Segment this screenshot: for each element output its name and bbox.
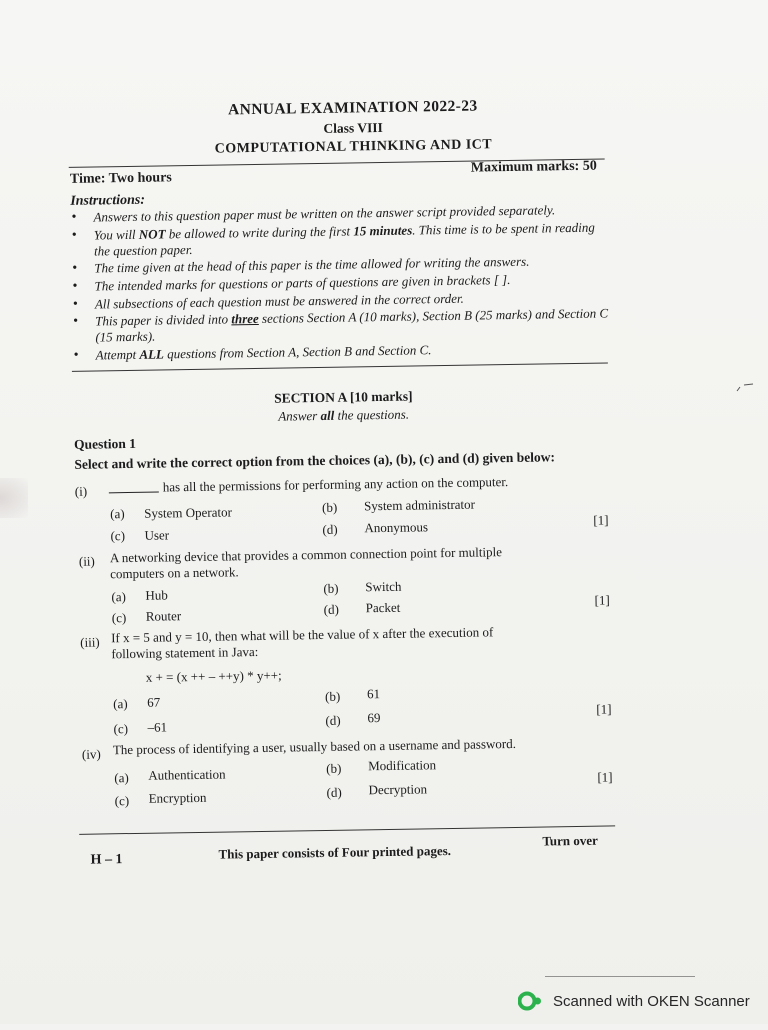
instruction-text: You will xyxy=(93,226,139,243)
part-iii-option-d: 69 xyxy=(367,710,381,726)
option-letter: (b) xyxy=(324,688,341,704)
part-iii-line-2: following statement in Java: xyxy=(111,643,259,662)
instruction-text: . This time is to be spent in reading the question paper. xyxy=(93,219,595,259)
java-statement: x + = (x ++ – ++y) * y++; xyxy=(145,667,282,685)
option-letter: (d) xyxy=(326,784,342,800)
subtitle-emphasis: all xyxy=(320,407,335,423)
emphasis-15-minutes: 15 minutes xyxy=(353,222,413,239)
option-letter: (c) xyxy=(111,610,127,626)
stray-pen-mark xyxy=(736,383,754,393)
page-count-note: This paper consists of Four printed pages. xyxy=(218,842,452,862)
part-i-option-c: User xyxy=(144,527,170,543)
subject-title: COMPUTATIONAL THINKING AND ICT xyxy=(214,137,493,157)
part-ii-line-1: A networking device that provides a common connection point for multiple xyxy=(109,544,503,566)
subtitle-text: the questions. xyxy=(334,406,410,423)
part-iv-option-b: Modification xyxy=(368,757,437,774)
emphasis-three: three xyxy=(231,311,259,327)
instructions-list xyxy=(71,201,613,365)
part-iii-marks: [1] xyxy=(596,701,612,717)
answer-blank xyxy=(109,492,159,494)
part-i-question xyxy=(109,474,509,496)
option-letter: (d) xyxy=(325,712,341,728)
instruction-text: This paper is divided into xyxy=(95,311,232,329)
option-letter: (c) xyxy=(110,528,126,544)
part-iii-number: (iii) xyxy=(80,634,100,650)
part-iv-option-c: Encryption xyxy=(148,789,207,806)
instruction-text: Attempt xyxy=(95,346,140,363)
option-letter: (d) xyxy=(322,521,338,537)
footer-divider xyxy=(79,825,615,834)
instruction-text: be allowed to write during the first xyxy=(165,223,354,241)
part-iv-option-d: Decryption xyxy=(368,781,428,798)
part-iv-option-a: Authentication xyxy=(148,766,226,783)
option-letter: (c) xyxy=(114,793,130,809)
option-letter: (a) xyxy=(110,506,125,522)
paper-code: H – 1 xyxy=(90,852,123,868)
part-ii-option-c: Router xyxy=(145,608,182,624)
part-ii-option-b: Switch xyxy=(365,578,402,595)
part-i-text: has all the permissions for performing any action on the computer. xyxy=(162,474,509,495)
instruction-item: • The time given at the head of this paper is the time allowed for writing the answers. xyxy=(72,253,612,278)
instruction-text: sections Section A (10 marks), Section B (25 marks) and Section C (15 marks). xyxy=(95,305,609,345)
part-ii-line-2: computers on a network. xyxy=(110,564,239,582)
part-iv-number: (iv) xyxy=(81,746,101,762)
turn-over-note: Turn over xyxy=(542,832,598,849)
instruction-item: • Answers to this question paper must be written on the answer script provided separately. xyxy=(71,201,611,226)
part-iii-option-b: 61 xyxy=(366,686,381,702)
option-letter: (c) xyxy=(113,721,129,737)
instruction-text: questions from Section A, Section B and Section C. xyxy=(163,342,432,362)
part-i-option-a: System Operator xyxy=(144,504,233,521)
subtitle-text: Answer xyxy=(278,407,321,424)
question-1-instruction: Select and write the correct option from the choices (a), (b), (c) and (d) given below: xyxy=(74,449,555,472)
part-ii-number: (ii) xyxy=(78,553,95,569)
logo-ring xyxy=(520,994,535,1009)
part-iii-option-a: 67 xyxy=(147,694,161,710)
logo-dot xyxy=(534,998,541,1005)
exam-title: ANNUAL EXAMINATION 2022-23 xyxy=(227,97,478,119)
option-letter: (b) xyxy=(321,499,338,515)
maximum-marks: Maximum marks: 50 xyxy=(470,158,597,176)
instruction-item: • All subsections of each question must be answered in the correct order. xyxy=(73,288,613,313)
oken-logo-icon xyxy=(518,990,544,1012)
part-iv-marks: [1] xyxy=(597,769,613,785)
part-iii-option-c: –61 xyxy=(147,719,168,735)
part-i-marks: [1] xyxy=(593,512,609,528)
option-letter: (a) xyxy=(111,589,127,605)
instruction-item: • The intended marks for questions or parts of questions are given in brackets [ ]. xyxy=(72,270,612,295)
section-a-title: SECTION A [10 marks] xyxy=(274,388,413,406)
scanner-label: Scanned with OKEN Scanner xyxy=(553,992,750,1010)
question-1-heading: Question 1 xyxy=(73,435,137,452)
page-edge-shadow xyxy=(545,976,695,977)
part-i-option-d: Anonymous xyxy=(364,519,429,536)
time-allowed: Time: Two hours xyxy=(69,170,172,187)
part-i-number: (i) xyxy=(74,483,88,499)
option-letter: (b) xyxy=(326,760,342,776)
instructions-heading: Instructions: xyxy=(70,192,146,209)
option-letter: (a) xyxy=(114,770,129,786)
option-letter: (a) xyxy=(113,696,128,712)
part-ii-marks: [1] xyxy=(594,592,610,608)
class-line: Class VIII xyxy=(323,119,383,136)
part-i-option-b: System administrator xyxy=(363,496,476,514)
emphasis-all: ALL xyxy=(139,346,165,362)
part-ii-option-d: Packet xyxy=(365,599,401,616)
part-iv-line-1: The process of identifying a user, usually based on a username and password. xyxy=(112,735,517,758)
scanner-watermark xyxy=(518,988,750,1014)
part-ii-option-a: Hub xyxy=(145,587,168,603)
option-letter: (b) xyxy=(323,580,339,596)
emphasis-not: NOT xyxy=(138,225,166,242)
part-iii-line-1: If x = 5 and y = 10, then what will be the value of x after the execution of xyxy=(111,624,494,646)
option-letter: (d) xyxy=(323,601,339,617)
